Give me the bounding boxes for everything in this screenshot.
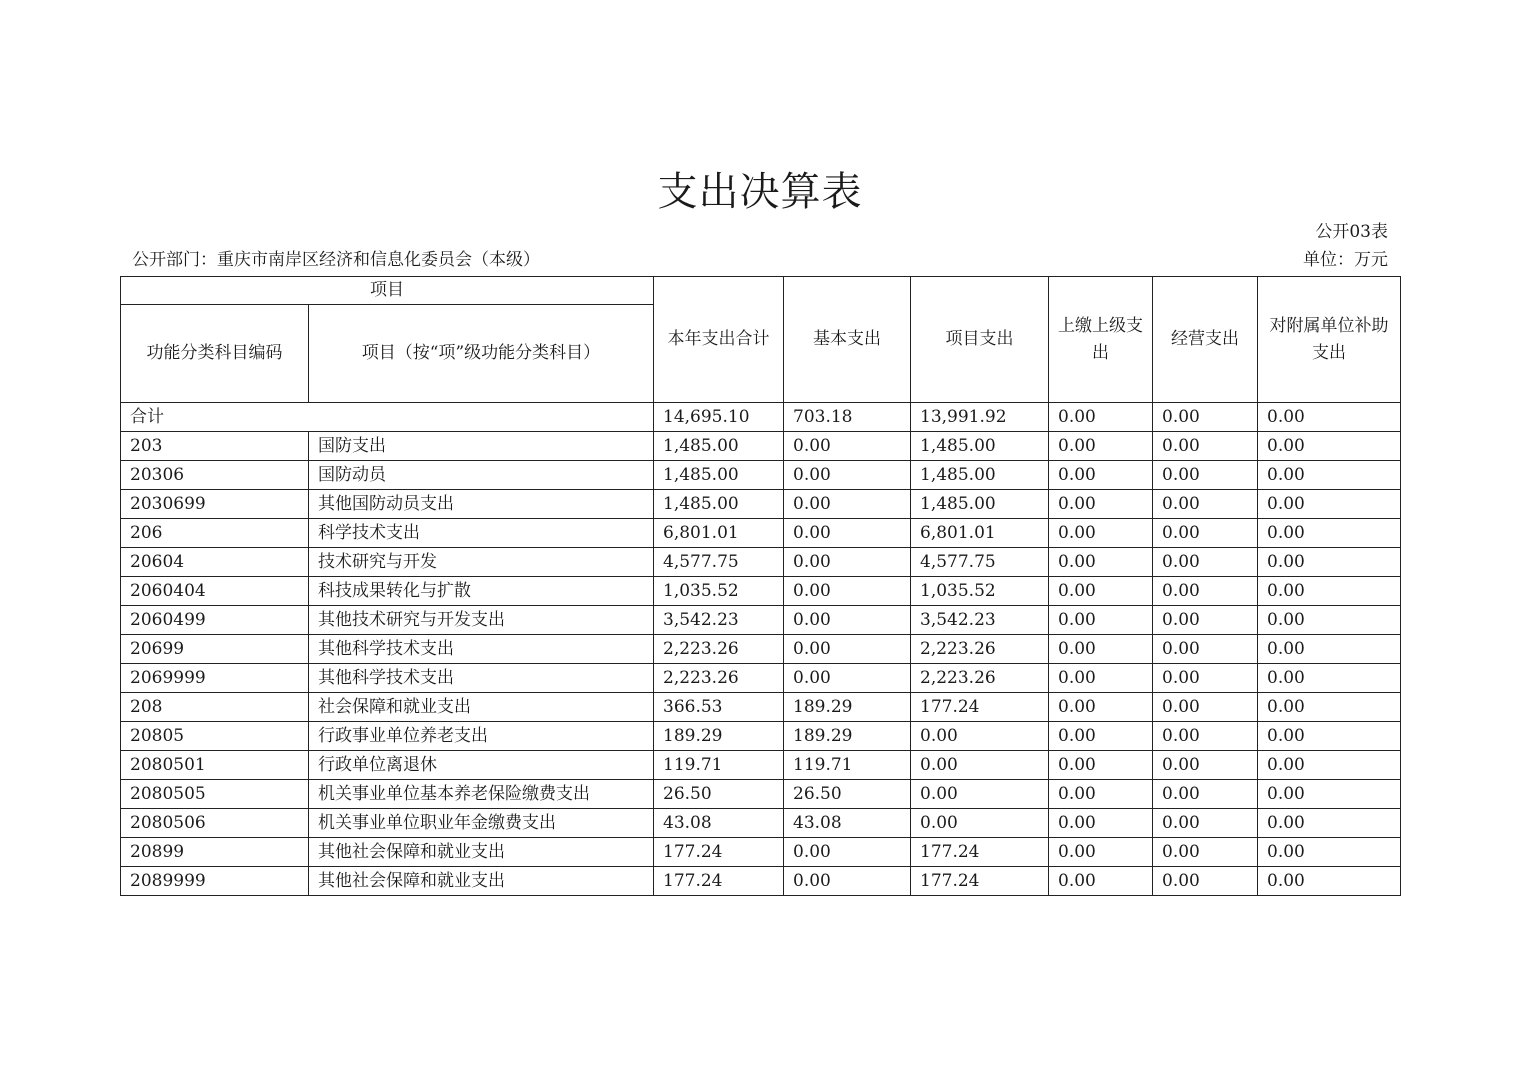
form-number: 公开03表 [1315, 222, 1388, 242]
total-cell: 43.08 [654, 809, 784, 838]
project-cell: 1,485.00 [911, 461, 1049, 490]
name-cell: 其他技术研究与开发支出 [309, 606, 654, 635]
subsidy-cell: 0.00 [1258, 548, 1401, 577]
upper-cell: 0.00 [1049, 461, 1153, 490]
basic-cell: 43.08 [784, 809, 911, 838]
upper-cell: 0.00 [1049, 780, 1153, 809]
code-cell: 203 [121, 432, 309, 461]
upper-cell: 0.00 [1049, 403, 1153, 432]
code-cell: 2089999 [121, 867, 309, 896]
business-cell: 0.00 [1153, 722, 1258, 751]
business-cell: 0.00 [1153, 664, 1258, 693]
total-cell: 189.29 [654, 722, 784, 751]
project-cell: 0.00 [911, 722, 1049, 751]
business-cell: 0.00 [1153, 780, 1258, 809]
name-cell: 行政事业单位养老支出 [309, 722, 654, 751]
total-label: 合计 [121, 403, 654, 432]
total-cell: 6,801.01 [654, 519, 784, 548]
upper-cell: 0.00 [1049, 809, 1153, 838]
name-cell: 机关事业单位职业年金缴费支出 [309, 809, 654, 838]
table-row [121, 606, 1401, 635]
business-cell: 0.00 [1153, 867, 1258, 896]
total-cell: 4,577.75 [654, 548, 784, 577]
code-cell: 20306 [121, 461, 309, 490]
department-label: 公开部门：重庆市南岸区经济和信息化委员会（本级） [132, 250, 540, 270]
subsidy-cell: 0.00 [1258, 838, 1401, 867]
upper-cell: 0.00 [1049, 519, 1153, 548]
total-cell: 177.24 [654, 867, 784, 896]
name-cell: 其他科学技术支出 [309, 635, 654, 664]
basic-cell: 26.50 [784, 780, 911, 809]
name-cell: 其他社会保障和就业支出 [309, 838, 654, 867]
table-row [121, 664, 1401, 693]
name-cell: 国防动员 [309, 461, 654, 490]
name-cell: 行政单位离退休 [309, 751, 654, 780]
code-cell: 20805 [121, 722, 309, 751]
subsidy-cell: 0.00 [1258, 577, 1401, 606]
code-cell: 2030699 [121, 490, 309, 519]
table-row [121, 780, 1401, 809]
basic-cell: 189.29 [784, 693, 911, 722]
expenditure-table [120, 276, 1401, 896]
upper-cell: 0.00 [1049, 606, 1153, 635]
basic-cell: 0.00 [784, 838, 911, 867]
upper-cell: 0.00 [1049, 867, 1153, 896]
code-cell: 20604 [121, 548, 309, 577]
total-cell: 2,223.26 [654, 664, 784, 693]
subsidy-cell: 0.00 [1258, 432, 1401, 461]
code-cell: 2080505 [121, 780, 309, 809]
project-cell: 1,485.00 [911, 432, 1049, 461]
subsidy-cell: 0.00 [1258, 490, 1401, 519]
project-cell: 1,485.00 [911, 490, 1049, 519]
basic-cell: 0.00 [784, 519, 911, 548]
name-cell: 其他科学技术支出 [309, 664, 654, 693]
table-row [121, 490, 1401, 519]
business-cell: 0.00 [1153, 635, 1258, 664]
table-row [121, 635, 1401, 664]
total-cell: 1,485.00 [654, 461, 784, 490]
code-cell: 2060404 [121, 577, 309, 606]
basic-cell: 0.00 [784, 606, 911, 635]
basic-cell: 0.00 [784, 548, 911, 577]
table-row [121, 867, 1401, 896]
code-cell: 2069999 [121, 664, 309, 693]
upper-cell: 0.00 [1049, 722, 1153, 751]
business-cell: 0.00 [1153, 751, 1258, 780]
code-cell: 2080501 [121, 751, 309, 780]
subsidy-cell: 0.00 [1258, 664, 1401, 693]
table-row [121, 751, 1401, 780]
upper-cell: 0.00 [1049, 548, 1153, 577]
basic-cell: 0.00 [784, 577, 911, 606]
total-cell: 3,542.23 [654, 606, 784, 635]
total-cell: 1,485.00 [654, 432, 784, 461]
header-code: 功能分类科目编码 [121, 305, 309, 403]
business-cell: 0.00 [1153, 461, 1258, 490]
total-row [121, 403, 1401, 432]
total-cell: 14,695.10 [654, 403, 784, 432]
upper-cell: 0.00 [1049, 577, 1153, 606]
basic-cell: 0.00 [784, 490, 911, 519]
project-cell: 13,991.92 [911, 403, 1049, 432]
total-cell: 119.71 [654, 751, 784, 780]
business-cell: 0.00 [1153, 403, 1258, 432]
unit-label: 单位：万元 [1303, 250, 1388, 270]
total-cell: 26.50 [654, 780, 784, 809]
header-business: 经营支出 [1153, 277, 1258, 403]
project-cell: 4,577.75 [911, 548, 1049, 577]
table-row [121, 838, 1401, 867]
basic-cell: 0.00 [784, 461, 911, 490]
subsidy-cell: 0.00 [1258, 635, 1401, 664]
code-cell: 2080506 [121, 809, 309, 838]
table-row [121, 693, 1401, 722]
basic-cell: 0.00 [784, 432, 911, 461]
basic-cell: 0.00 [784, 635, 911, 664]
project-cell: 0.00 [911, 780, 1049, 809]
header-name: 项目（按“项”级功能分类科目） [309, 305, 654, 403]
table-row [121, 577, 1401, 606]
basic-cell: 119.71 [784, 751, 911, 780]
header-basic: 基本支出 [784, 277, 911, 403]
name-cell: 科学技术支出 [309, 519, 654, 548]
name-cell: 国防支出 [309, 432, 654, 461]
header-upper: 上缴上级支出 [1049, 277, 1153, 403]
subsidy-cell: 0.00 [1258, 693, 1401, 722]
basic-cell: 0.00 [784, 867, 911, 896]
upper-cell: 0.00 [1049, 838, 1153, 867]
total-cell: 2,223.26 [654, 635, 784, 664]
project-cell: 2,223.26 [911, 664, 1049, 693]
subsidy-cell: 0.00 [1258, 780, 1401, 809]
upper-cell: 0.00 [1049, 490, 1153, 519]
code-cell: 20899 [121, 838, 309, 867]
total-cell: 177.24 [654, 838, 784, 867]
subsidy-cell: 0.00 [1258, 606, 1401, 635]
header-total: 本年支出合计 [654, 277, 784, 403]
business-cell: 0.00 [1153, 519, 1258, 548]
header-subsidy: 对附属单位补助支出 [1258, 277, 1401, 403]
subsidy-cell: 0.00 [1258, 519, 1401, 548]
project-cell: 0.00 [911, 751, 1049, 780]
code-cell: 208 [121, 693, 309, 722]
table-row [121, 461, 1401, 490]
upper-cell: 0.00 [1049, 432, 1153, 461]
project-cell: 0.00 [911, 809, 1049, 838]
basic-cell: 189.29 [784, 722, 911, 751]
table-row [121, 432, 1401, 461]
name-cell: 技术研究与开发 [309, 548, 654, 577]
subsidy-cell: 0.00 [1258, 403, 1401, 432]
header-project: 项目支出 [911, 277, 1049, 403]
project-cell: 177.24 [911, 867, 1049, 896]
code-cell: 20699 [121, 635, 309, 664]
business-cell: 0.00 [1153, 838, 1258, 867]
name-cell: 其他国防动员支出 [309, 490, 654, 519]
subsidy-cell: 0.00 [1258, 867, 1401, 896]
upper-cell: 0.00 [1049, 664, 1153, 693]
code-cell: 2060499 [121, 606, 309, 635]
business-cell: 0.00 [1153, 577, 1258, 606]
name-cell: 机关事业单位基本养老保险缴费支出 [309, 780, 654, 809]
name-cell: 科技成果转化与扩散 [309, 577, 654, 606]
project-cell: 1,035.52 [911, 577, 1049, 606]
business-cell: 0.00 [1153, 606, 1258, 635]
name-cell: 社会保障和就业支出 [309, 693, 654, 722]
basic-cell: 0.00 [784, 664, 911, 693]
basic-cell: 703.18 [784, 403, 911, 432]
table-row [121, 722, 1401, 751]
header-item: 项目 [121, 277, 654, 305]
code-cell: 206 [121, 519, 309, 548]
subsidy-cell: 0.00 [1258, 809, 1401, 838]
total-cell: 1,485.00 [654, 490, 784, 519]
table-row [121, 809, 1401, 838]
total-cell: 366.53 [654, 693, 784, 722]
business-cell: 0.00 [1153, 432, 1258, 461]
business-cell: 0.00 [1153, 490, 1258, 519]
business-cell: 0.00 [1153, 693, 1258, 722]
upper-cell: 0.00 [1049, 635, 1153, 664]
project-cell: 6,801.01 [911, 519, 1049, 548]
project-cell: 2,223.26 [911, 635, 1049, 664]
name-cell: 其他社会保障和就业支出 [309, 867, 654, 896]
subsidy-cell: 0.00 [1258, 461, 1401, 490]
project-cell: 3,542.23 [911, 606, 1049, 635]
business-cell: 0.00 [1153, 548, 1258, 577]
project-cell: 177.24 [911, 693, 1049, 722]
table-row [121, 548, 1401, 577]
total-cell: 1,035.52 [654, 577, 784, 606]
business-cell: 0.00 [1153, 809, 1258, 838]
project-cell: 177.24 [911, 838, 1049, 867]
table-row [121, 519, 1401, 548]
subsidy-cell: 0.00 [1258, 751, 1401, 780]
upper-cell: 0.00 [1049, 693, 1153, 722]
upper-cell: 0.00 [1049, 751, 1153, 780]
page-title: 支出决算表 [657, 169, 863, 215]
subsidy-cell: 0.00 [1258, 722, 1401, 751]
